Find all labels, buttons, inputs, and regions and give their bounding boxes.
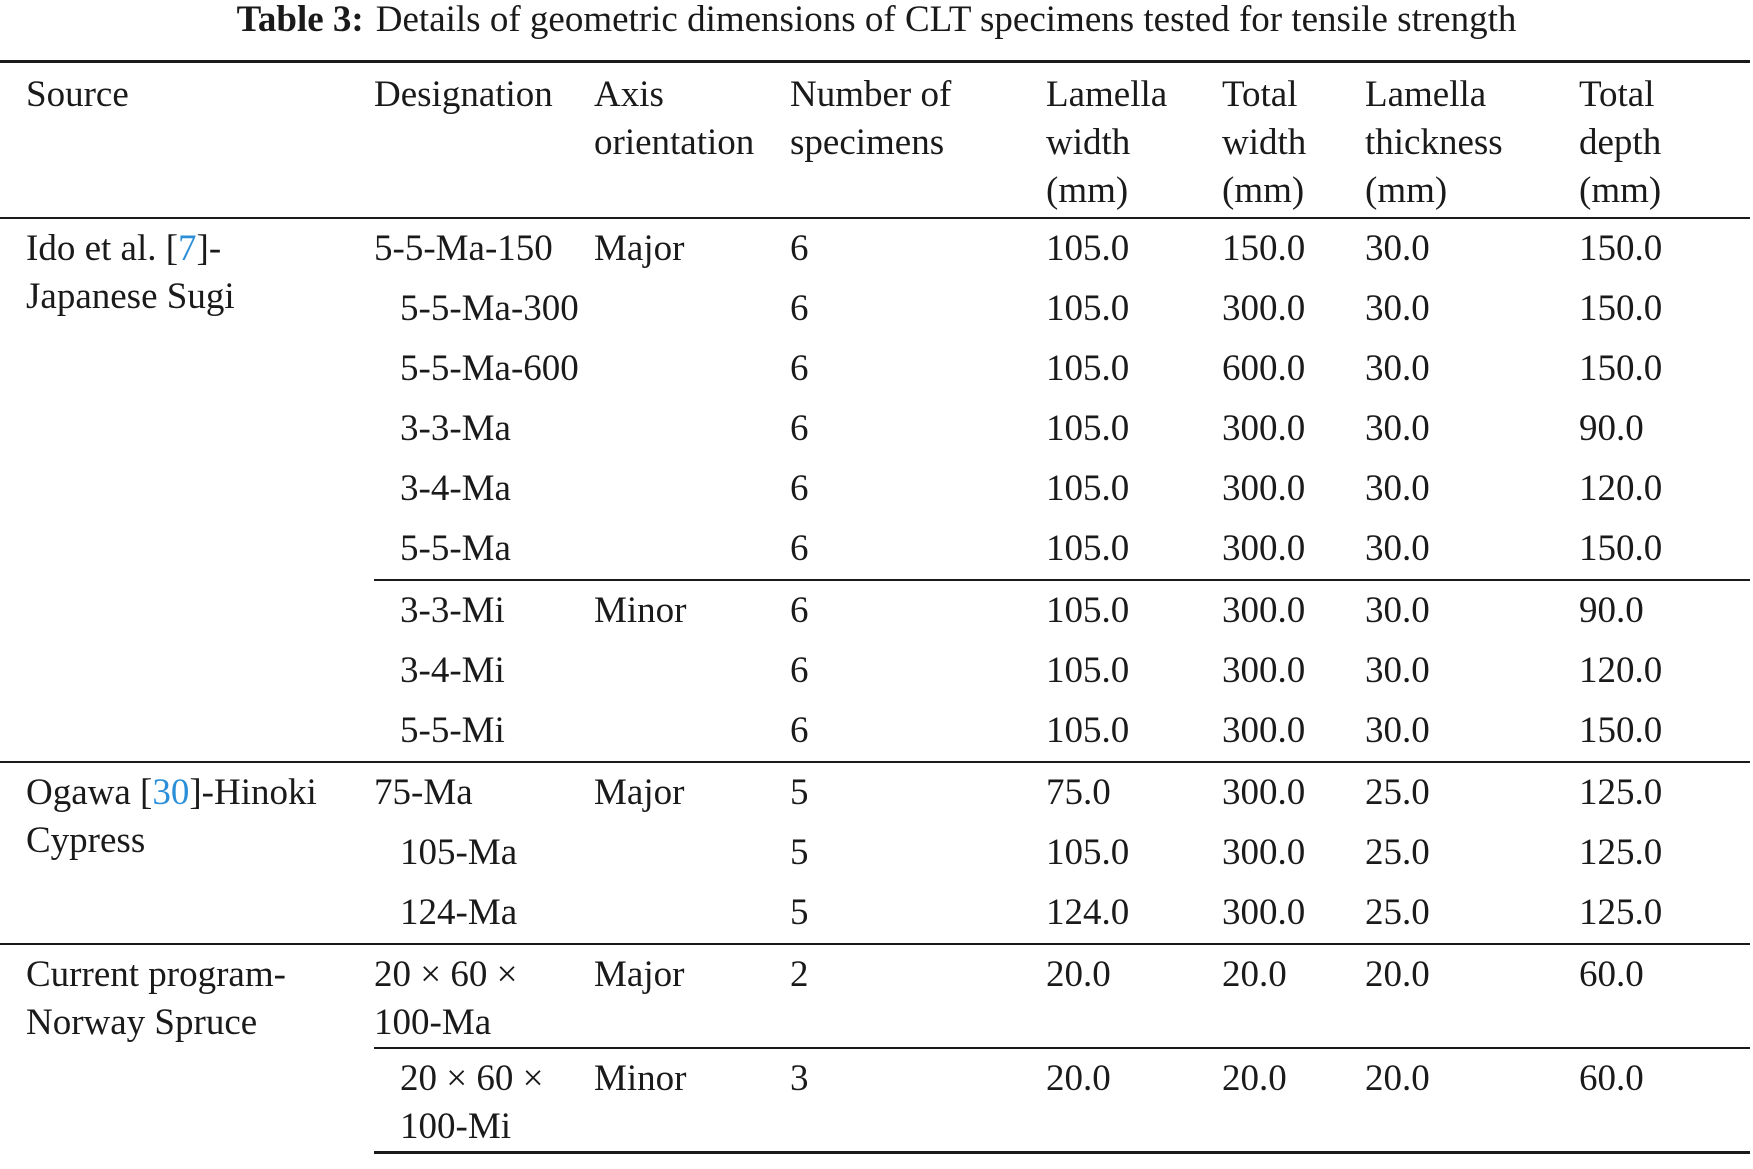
lamella-thickness-cell: 30.0 — [1365, 580, 1579, 641]
lamella-width-cell: 105.0 — [1046, 468, 1130, 509]
number-cell: 6 — [790, 218, 1046, 279]
total-width-cell: 300.0 — [1222, 710, 1306, 751]
lamella-width-cell: 105.0 — [1046, 218, 1222, 279]
lamella-thickness-cell: 25.0 — [1365, 762, 1579, 823]
lamella-width-cell: 105.0 — [1046, 650, 1130, 691]
lamella-thickness-cell: 30.0 — [1365, 288, 1430, 329]
number-cell: 6 — [790, 468, 809, 509]
header-source: Source — [0, 62, 374, 219]
table-body — [0, 218, 1750, 1153]
axis-cell: Major — [594, 944, 790, 1048]
designation-cell: 5-5-Ma-300 — [400, 288, 579, 329]
lamella-thickness-cell: 30.0 — [1365, 348, 1430, 389]
axis-cell: Minor — [594, 1048, 790, 1153]
header-total-width: Total width (mm) — [1222, 62, 1365, 219]
number-cell: 6 — [790, 528, 809, 569]
table-label: Table 3: — [236, 0, 364, 40]
lamella-thickness-cell: 20.0 — [1365, 944, 1579, 1048]
total-depth-cell: 120.0 — [1579, 650, 1663, 691]
lamella-width-cell: 105.0 — [1046, 348, 1130, 389]
total-depth-cell: 150.0 — [1579, 218, 1750, 279]
lamella-thickness-cell: 30.0 — [1365, 710, 1430, 751]
lamella-thickness-cell: 30.0 — [1365, 408, 1430, 449]
number-cell: 6 — [790, 348, 809, 389]
number-cell: 2 — [790, 944, 1046, 1048]
header-designation: Designation — [374, 62, 594, 219]
axis-cell: Major — [594, 762, 790, 823]
total-width-cell: 20.0 — [1222, 1048, 1365, 1153]
lamella-thickness-cell: 30.0 — [1365, 218, 1579, 279]
total-depth-cell: 90.0 — [1579, 408, 1644, 449]
header-axis-orientation: Axis orientation — [594, 62, 790, 219]
axis-cell — [594, 823, 790, 883]
total-width-cell: 150.0 — [1222, 218, 1365, 279]
designation-cell: 105-Ma — [400, 832, 518, 873]
axis-cell: Major — [594, 218, 790, 279]
designation-cell: 3-4-Ma — [400, 468, 511, 509]
table-row — [0, 944, 1750, 1048]
table-caption-text: Details of geometric dimensions of CLT specimens tested for tensile strength — [375, 0, 1517, 40]
total-depth-cell: 125.0 — [1579, 832, 1663, 873]
total-width-cell: 600.0 — [1222, 348, 1306, 389]
table-container — [0, 60, 1753, 1154]
header-row — [0, 62, 1750, 219]
source-cell-ido: Ido et al. [7]- Japanese Sugi — [0, 218, 374, 762]
header-lamella-thickness: Lamella thickness (mm) — [1365, 62, 1579, 219]
axis-cell — [594, 883, 790, 944]
header-total-depth: Total depth (mm) — [1579, 62, 1750, 219]
table-header — [0, 62, 1750, 219]
total-depth-cell: 60.0 — [1579, 944, 1750, 1048]
total-depth-cell: 60.0 — [1579, 1048, 1750, 1153]
axis-cell — [594, 641, 790, 701]
total-depth-cell: 150.0 — [1579, 288, 1663, 329]
lamella-thickness-cell: 30.0 — [1365, 650, 1430, 691]
total-depth-cell: 125.0 — [1579, 762, 1750, 823]
total-depth-cell: 90.0 — [1579, 580, 1750, 641]
citation-link-7[interactable]: 7 — [178, 228, 197, 269]
axis-cell — [594, 339, 790, 399]
designation-cell: 75-Ma — [374, 762, 594, 823]
designation-cell: 5-5-Ma — [400, 528, 511, 569]
lamella-width-cell: 105.0 — [1046, 408, 1130, 449]
lamella-width-cell: 105.0 — [1046, 288, 1130, 329]
designation-cell: 5-5-Mi — [400, 710, 505, 751]
lamella-width-cell: 75.0 — [1046, 762, 1222, 823]
table-row — [0, 762, 1750, 823]
number-cell: 5 — [790, 892, 809, 933]
lamella-width-cell: 105.0 — [1046, 832, 1130, 873]
table-row — [0, 218, 1750, 279]
axis-cell — [594, 459, 790, 519]
total-depth-cell: 150.0 — [1579, 710, 1663, 751]
total-width-cell: 300.0 — [1222, 892, 1306, 933]
designation-cell: 3-3-Ma — [400, 408, 511, 449]
lamella-width-cell: 124.0 — [1046, 892, 1130, 933]
source-cell-current: Current program- Norway Spruce — [0, 944, 374, 1153]
designation-cell: 124-Ma — [400, 892, 518, 933]
number-cell: 5 — [790, 832, 809, 873]
designation-cell: 5-5-Ma-150 — [374, 218, 594, 279]
table-caption — [0, 0, 1753, 40]
designation-cell: 5-5-Ma-600 — [400, 348, 579, 389]
total-width-cell: 300.0 — [1222, 408, 1306, 449]
total-width-cell: 300.0 — [1222, 288, 1306, 329]
designation-cell: 3-4-Mi — [400, 650, 505, 691]
designation-cell: 20 × 60 × 100-Mi — [374, 1048, 594, 1153]
number-cell: 5 — [790, 762, 1046, 823]
number-cell: 6 — [790, 710, 809, 751]
lamella-thickness-cell: 30.0 — [1365, 468, 1430, 509]
lamella-width-cell: 105.0 — [1046, 528, 1130, 569]
total-width-cell: 300.0 — [1222, 832, 1306, 873]
total-width-cell: 300.0 — [1222, 762, 1365, 823]
total-width-cell: 20.0 — [1222, 944, 1365, 1048]
total-width-cell: 300.0 — [1222, 580, 1365, 641]
total-width-cell: 300.0 — [1222, 650, 1306, 691]
designation-cell: 20 × 60 × 100-Ma — [374, 944, 594, 1048]
header-lamella-width: Lamella width (mm) — [1046, 62, 1222, 219]
lamella-width-cell: 20.0 — [1046, 944, 1222, 1048]
header-number-of-specimens: Number of specimens — [790, 62, 1046, 219]
total-depth-cell: 150.0 — [1579, 528, 1663, 569]
axis-cell — [594, 701, 790, 762]
number-cell: 6 — [790, 408, 809, 449]
axis-cell — [594, 279, 790, 339]
citation-link-30[interactable]: 30 — [152, 772, 190, 813]
total-depth-cell: 150.0 — [1579, 348, 1663, 389]
axis-cell: Minor — [594, 580, 790, 641]
specimen-table — [0, 60, 1750, 1154]
lamella-width-cell: 105.0 — [1046, 580, 1222, 641]
lamella-thickness-cell: 25.0 — [1365, 892, 1430, 933]
source-cell-ogawa: Ogawa [30]-Hinoki Cypress — [0, 762, 374, 944]
number-cell: 6 — [790, 288, 809, 329]
axis-cell — [594, 399, 790, 459]
designation-cell: 3-3-Mi — [374, 580, 594, 641]
number-cell: 3 — [790, 1048, 1046, 1153]
total-depth-cell: 125.0 — [1579, 892, 1663, 933]
lamella-thickness-cell: 20.0 — [1365, 1048, 1579, 1153]
total-width-cell: 300.0 — [1222, 468, 1306, 509]
total-width-cell: 300.0 — [1222, 528, 1306, 569]
lamella-width-cell: 20.0 — [1046, 1048, 1222, 1153]
total-depth-cell: 120.0 — [1579, 468, 1663, 509]
number-cell: 6 — [790, 650, 809, 691]
axis-cell — [594, 519, 790, 580]
lamella-width-cell: 105.0 — [1046, 710, 1130, 751]
lamella-thickness-cell: 25.0 — [1365, 832, 1430, 873]
lamella-thickness-cell: 30.0 — [1365, 528, 1430, 569]
number-cell: 6 — [790, 580, 1046, 641]
